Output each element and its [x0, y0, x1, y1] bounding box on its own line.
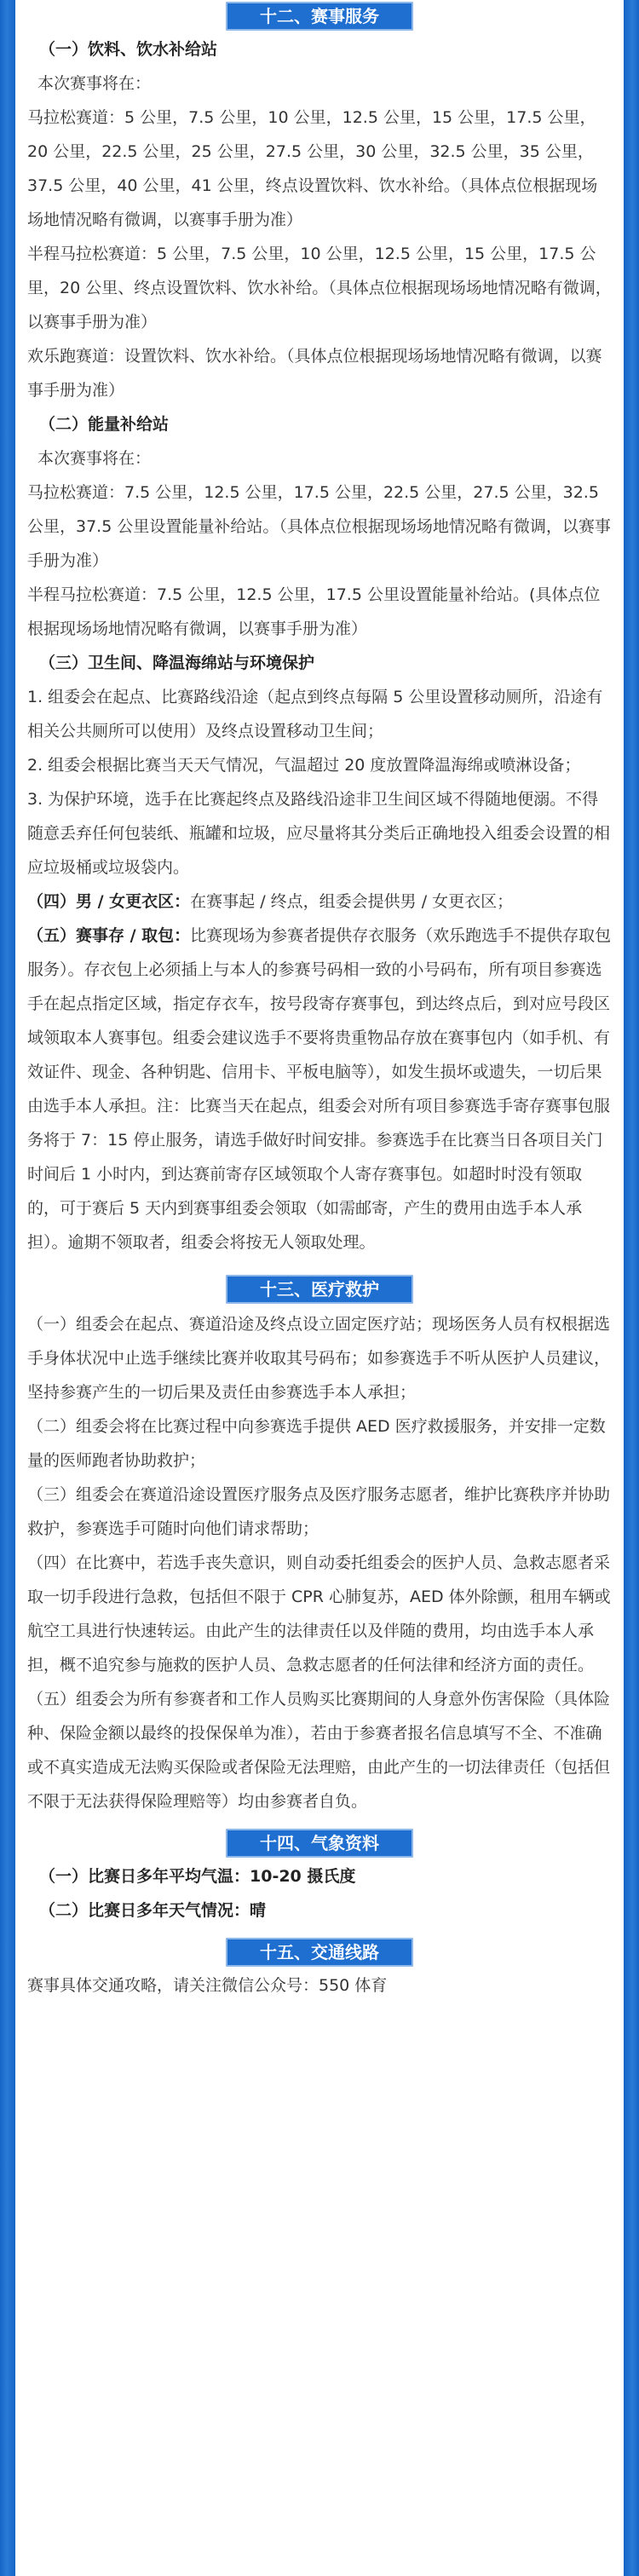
- toilets-text-1: 1. 组委会在起点、比赛路线沿途（起点到终点每隔 5 公里设置移动厕所，沿途有相关公共厕所可以使用）及终点设置移动卫生间；: [27, 688, 603, 741]
- bag-storage-text: 比赛现场为参赛者提供存衣服务（欢乐跑选手不提供存取包服务）。存衣包上必须插上与本人的参赛号码相一致的小号码布，所有项目参赛选手在起点指定区域，指定存衣车，按号段寄存赛事包，到达终点后，到对应号段区域领取本人赛事包。组委会建议选手不要将贵重物品存放在赛事包内（如手机、有效证件、现金、各种钥匙、信用卡、平板电脑等），如发生损坏或遗失，一切后果由选手本人承担。注：比赛当天在起点，组委会对所有项目参赛选手寄存赛事包服务将于 7：15 停止服务，请选手做好时间安排。参赛选手在比赛当日各项目关门时间后 1 小时内，到达赛前寄存区域领取个人寄存赛事包。如超时时没有领取的，可于赛后 5 天内到赛事组委会领取（如需邮寄，产生的费用由选手本人承担）。逾期不领取者，组委会将按无人领取处理。: [27, 926, 612, 1252]
- energy-half-marathon-text: 半程马拉松赛道：7.5 公里，12.5 公里，17.5 公里设置能量补给站。(具体点位根据现场场地情况略有微调，以赛事手册为准）: [27, 585, 601, 638]
- section-title-event-services: 十二、赛事服务: [27, 2, 612, 31]
- toilets-text-2: 2. 组委会根据比赛当天天气情况，气温超过 20 度放置降温海绵或喷淋设备；: [27, 756, 581, 775]
- subheading-toilets-environment: （三）卫生间、降温海绵站与环境保护: [39, 654, 315, 672]
- toilets-text-3: 3. 为保护环境，选手在比赛起终点及路线沿途非卫生间区域不得随地便溺。不得随意丢弃任何包装纸、瓶罐和垃圾，应尽量将其分类后正确地投入组委会设置的相应垃圾桶或垃圾袋内。: [27, 790, 611, 877]
- medical-text-3: （三）组委会在赛道沿途设置医疗服务点及医疗服务志愿者，维护比赛秩序并协助救护，参赛选手可随时向他们请求帮助；: [27, 1485, 611, 1538]
- content-card: [15, 0, 624, 2576]
- medical-text-4: （四）在比赛中，若选手丧失意识，则自动委托组委会的医护人员、急救志愿者采取一切手段进行急救，包括但不限于 CPR 心肺复苏，AED 体外除颤，租用车辆或航空工具进行快速转运。由此产生的法律责任以及伴随的费用，均由选手本人承担，概不追究参与施救的医护人员、急救志愿者的任何法律和经济方面的责任。: [27, 1553, 611, 1674]
- medical-text-2: （二）组委会将在比赛过程中向参赛选手提供 AED 医疗救援服务，并安排一定数量的医师跑者协助救护；: [27, 1417, 606, 1470]
- energy-marathon-text: 马拉松赛道：7.5 公里，12.5 公里，17.5 公里，22.5 公里，27.5 公里，32.5 公里，37.5 公里设置能量补给站。（具体点位根据现场场地情况略有微调，以赛事手册为准）: [27, 483, 611, 570]
- section-title-transport: 十五、交通线路: [27, 1938, 612, 1967]
- section-title-medical: 十三、医疗救护: [27, 1275, 612, 1304]
- changing-area-text: 在赛事起 / 终点，组委会提供男 / 女更衣区；: [190, 892, 514, 911]
- subheading-drink-stations: （一）饮料、饮水补给站: [39, 40, 218, 59]
- changing-area-label: （四）男 / 女更衣区：: [27, 892, 191, 911]
- drink-marathon-text: 马拉松赛道：5 公里，7.5 公里，10 公里，12.5 公里，15 公里，17.5 公里，20 公里，22.5 公里，25 公里，27.5 公里，30 公里，32.5 公里，35 公里，37.5 公里，40 公里，41 公里，终点设置饮料、饮水补给。（具体点位根据现场场地情况略有微调，以赛事手册为准）: [27, 108, 598, 229]
- transport-text: 赛事具体交通攻略，请关注微信公众号：550 体育: [27, 1976, 388, 1995]
- medical-text-1: （一）组委会在起点、赛道沿途及终点设立固定医疗站；现场医务人员有权根据选手身体状况中止选手继续比赛并收取其号码布；如参赛选手不听从医护人员建议，坚持参赛产生的一切后果及责任由参赛选手本人承担；: [27, 1315, 611, 1402]
- energy-intro: 本次赛事将在：: [37, 449, 152, 468]
- bag-storage-paragraph: [27, 919, 612, 1259]
- drink-intro: 本次赛事将在：: [37, 74, 152, 93]
- weather-temperature: （一）比赛日多年平均气温：10-20 摄氏度: [39, 1867, 356, 1886]
- weather-conditions: （二）比赛日多年天气情况：晴: [39, 1901, 267, 1920]
- drink-fun-run-text: 欢乐跑赛道：设置饮料、饮水补给。（具体点位根据现场场地情况略有微调，以赛事手册为准）: [27, 347, 602, 400]
- changing-area-paragraph: [27, 885, 612, 919]
- subheading-energy-stations: （二）能量补给站: [39, 415, 170, 434]
- drink-half-marathon-text: 半程马拉松赛道：5 公里，7.5 公里，10 公里，12.5 公里，15 公里，17.5 公里，20 公里、终点设置饮料、饮水补给。（具体点位根据现场场地情况略有微调，以赛事手册为准）: [27, 245, 612, 331]
- section-title-weather: 十四、气象资料: [27, 1829, 612, 1858]
- bag-storage-label: （五）赛事存 / 取包：: [27, 926, 191, 945]
- medical-text-5: （五）组委会为所有参赛者和工作人员购买比赛期间的人身意外伤害保险（具体险种、保险金额以最终的投保保单为准），若由于参赛者报名信息填写不全、不准确或不真实造成无法购买保险或者保险无法理赔，由此产生的一切法律责任（包括但不限于无法获得保险理赔等）均由参赛者自负。: [27, 1690, 611, 1811]
